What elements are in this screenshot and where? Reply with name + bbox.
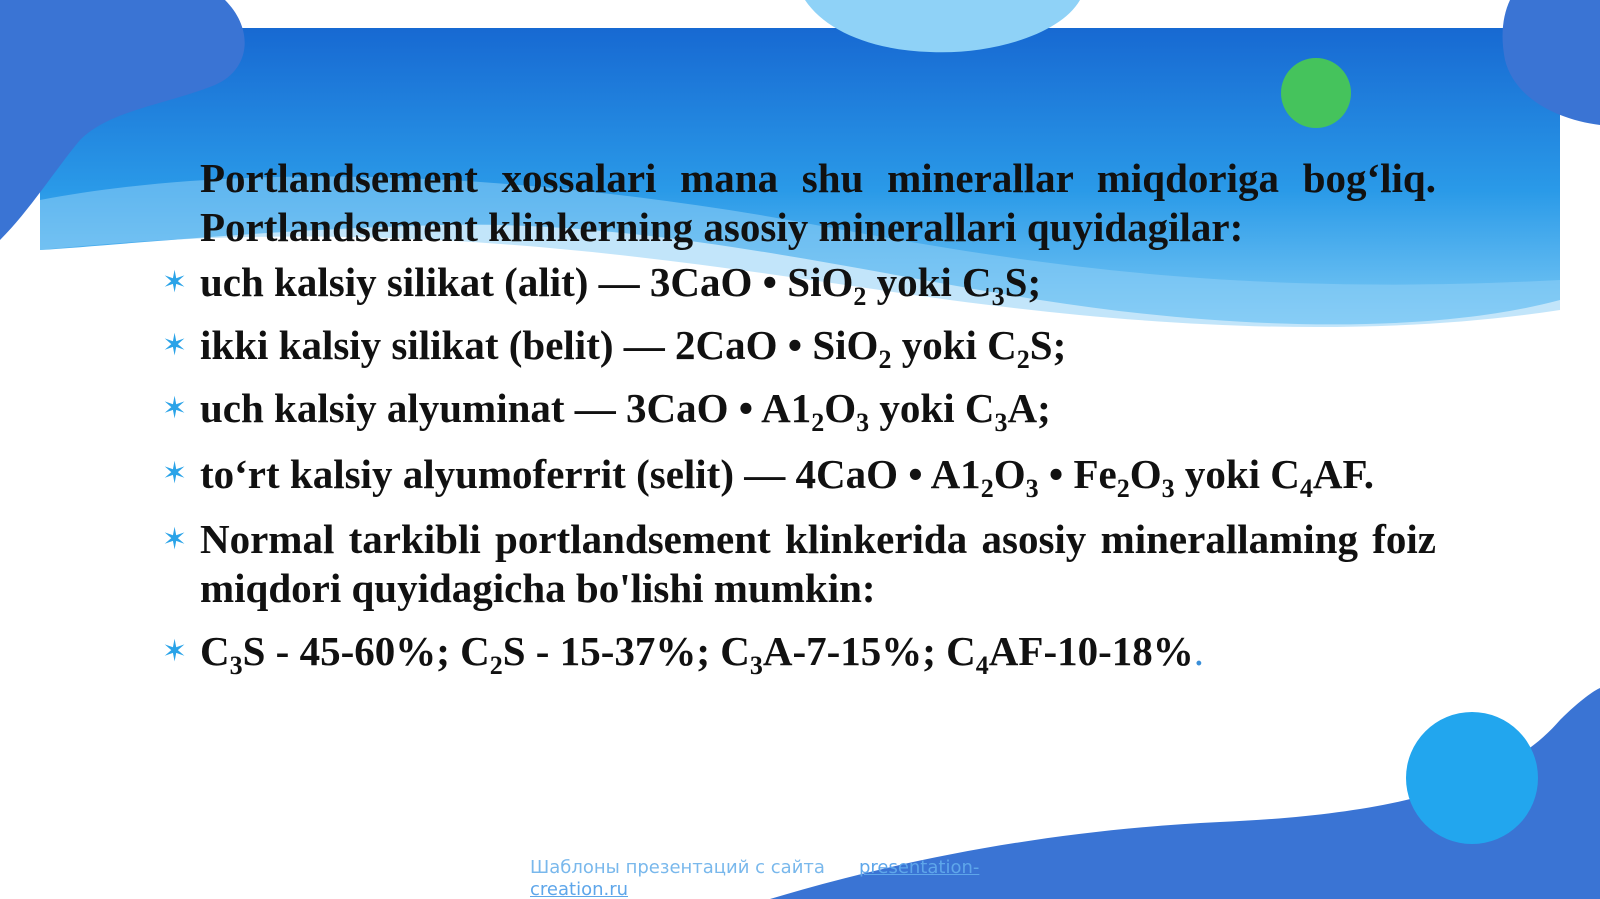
list-item-belit: ✶ ikki kalsiy silikat (belit) — 2CaO • SiO$_2$ yoki $C_2S$; [162,322,1067,374]
asterisk-bullet-icon: ✶ [162,265,188,300]
list-item-alit: ✶ uch kalsiy silikat (alit) — 3CaO • SiO$_2$ yoki $C_3S$; [162,259,1042,311]
asterisk-bullet-icon: ✶ [162,522,188,557]
footer-link[interactable]: presentation-creation.ru [530,857,980,899]
list-item-normal-composition: ✶ Normal tarkibli portlandsement klinkerida asosiy minerallaming foiz miqdori quyidagicha bo'lishi mumkin: [162,516,1436,611]
asterisk-bullet-icon: ✶ [162,391,188,426]
intro-paragraph: Portlandsement xossalari mana shu minerallar miqdoriga bog‘liq. Portlandsement klinkerning asosiy minerallari quyidagilar: [200,155,1436,250]
bottom-right-circle [1406,712,1538,844]
asterisk-bullet-icon: ✶ [162,634,188,669]
mineral-list [162,258,1436,680]
list-item-aluminate: ✶ uch kalsiy alyuminat — 3CaO • $A1_2O_3$ yoki $C_3A$; [162,385,1051,437]
list-item-alumoferrite: ✶ to‘rt kalsiy alyumoferrit (selit) — 4CaO • $A1_2O_3$ • $Fe_2O_3$ yoki $C_4AF$. [200,447,1436,501]
green-dot [1281,58,1351,128]
asterisk-bullet-icon: ✶ [162,456,188,491]
asterisk-bullet-icon: ✶ [162,328,188,363]
slide-content [162,154,1436,690]
list-item-percentages: ✶ $C_3S - 45-60\%$; $C_2S - 15-37\%$; $C_3A-7-15\%$; $C_4AF-10-18\%$. [162,628,1205,680]
footer-text: Шаблоны презентаций с сайта [530,857,825,878]
footer-credit [530,857,1060,899]
